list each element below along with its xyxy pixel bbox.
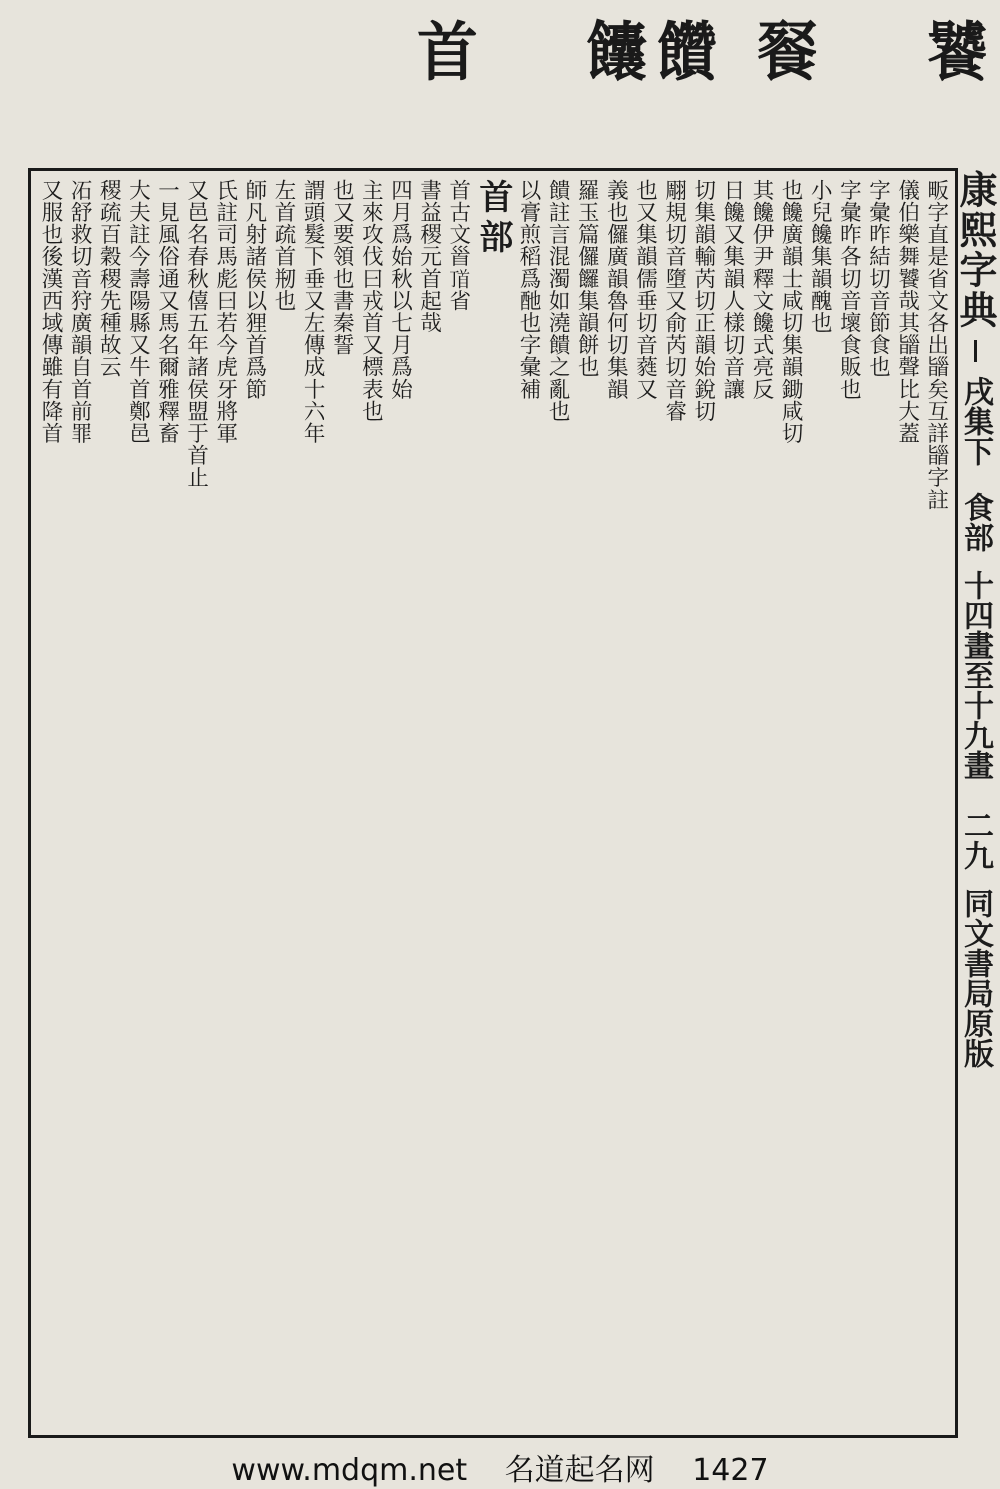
seal-char-5: 首 <box>406 18 478 76</box>
text-column: 以膏煎稻爲酏也字彙補 <box>516 179 541 400</box>
seal-char-3: 饡 <box>646 18 718 76</box>
seal-char-4: 饢 <box>576 18 648 76</box>
text-column: 又邑名春秋僖五年諸侯盟于首止 <box>183 179 209 489</box>
site-watermark-footer <box>0 1445 1000 1488</box>
text-column: 翢規切音墮又俞芮切音睿 <box>661 179 687 423</box>
text-column: 書益稷元首起哉 <box>416 179 442 334</box>
watermark-url: www.mdqm.net <box>231 1453 468 1488</box>
text-column: 四月爲始秋以七月爲始 <box>387 179 413 400</box>
text-column: 首古文𩠐𩠑省 <box>445 179 471 312</box>
text-column: 左首疏首剏也 <box>271 179 296 312</box>
text-column: 畈字直是省文各出䭬矣互詳䭬字註 <box>923 179 949 511</box>
collection-label: 戌集下 <box>958 376 993 466</box>
text-column: 字彙昨結切音節食也 <box>865 179 891 378</box>
text-column: 義也儸廣韻魯何切集韻 <box>603 179 629 400</box>
stroke-range-label: 十四畫至十九畫 <box>958 570 993 780</box>
text-column: 又服也後漢西域傳雖有降首 <box>38 179 63 445</box>
text-column: 日饞又集韻人樣切音讓 <box>719 179 745 400</box>
watermark-page-number: 1427 <box>692 1453 769 1488</box>
text-column: 主來攻伐曰戎首又標表也 <box>358 179 384 423</box>
text-column: 羅玉篇儸饠集韻餅也 <box>574 179 600 378</box>
radical-label: 食部 <box>958 492 993 552</box>
dictionary-text-block <box>28 168 958 1438</box>
margin-divider <box>974 340 977 362</box>
book-title: 康熙字典 <box>953 170 998 330</box>
publisher-label: 同文書局原版 <box>958 888 993 1068</box>
text-column: 一見風俗通又馬名爾雅釋畜 <box>154 179 180 445</box>
radical-section-heading: 首部 <box>472 179 513 259</box>
page-margin-header <box>953 170 998 1460</box>
text-column: 師凡射諸侯以狸首爲節 <box>241 179 267 400</box>
text-column: 也饞廣韻士咸切集韻鋤咸切 <box>778 179 804 445</box>
seal-char-1: 饕 <box>916 18 988 76</box>
text-column: 其饞伊尹釋文饞式亮反 <box>749 179 774 400</box>
text-column: 㓈舒救切音狩廣韻自首前罪 <box>67 179 93 445</box>
text-column: 字彙昨各切音壞食販也 <box>836 179 862 400</box>
text-column: 儀伯樂舞饕哉其䭬聲比大蓋 <box>894 179 920 445</box>
text-column: 也又要領也書秦誓 <box>329 179 355 356</box>
page-number-chinese: 二九 <box>958 810 993 870</box>
text-column: 小兒饞集韻醜也 <box>807 179 833 334</box>
text-column: 饋註言混濁如澆饋之亂也 <box>545 179 571 423</box>
seal-char-2: 䬸 <box>746 18 818 76</box>
text-column: 謂頭髮下垂又左傳成十六年 <box>300 179 326 445</box>
text-column: 切集韻輸芮切正韻始銳切 <box>690 179 716 423</box>
seal-script-header <box>30 12 990 152</box>
text-column: 也又集韻儒垂切音蕤又 <box>632 179 658 400</box>
watermark-site-name: 名道起名网 <box>504 1453 655 1488</box>
text-column: 稷疏百穀稷先種故云 <box>96 179 122 378</box>
text-column: 氏註司馬彪曰若今虎牙將軍 <box>212 179 238 445</box>
faded-seal-text <box>40 30 80 150</box>
text-column: 大夫註今壽陽縣又牛首鄭邑 <box>125 179 151 445</box>
